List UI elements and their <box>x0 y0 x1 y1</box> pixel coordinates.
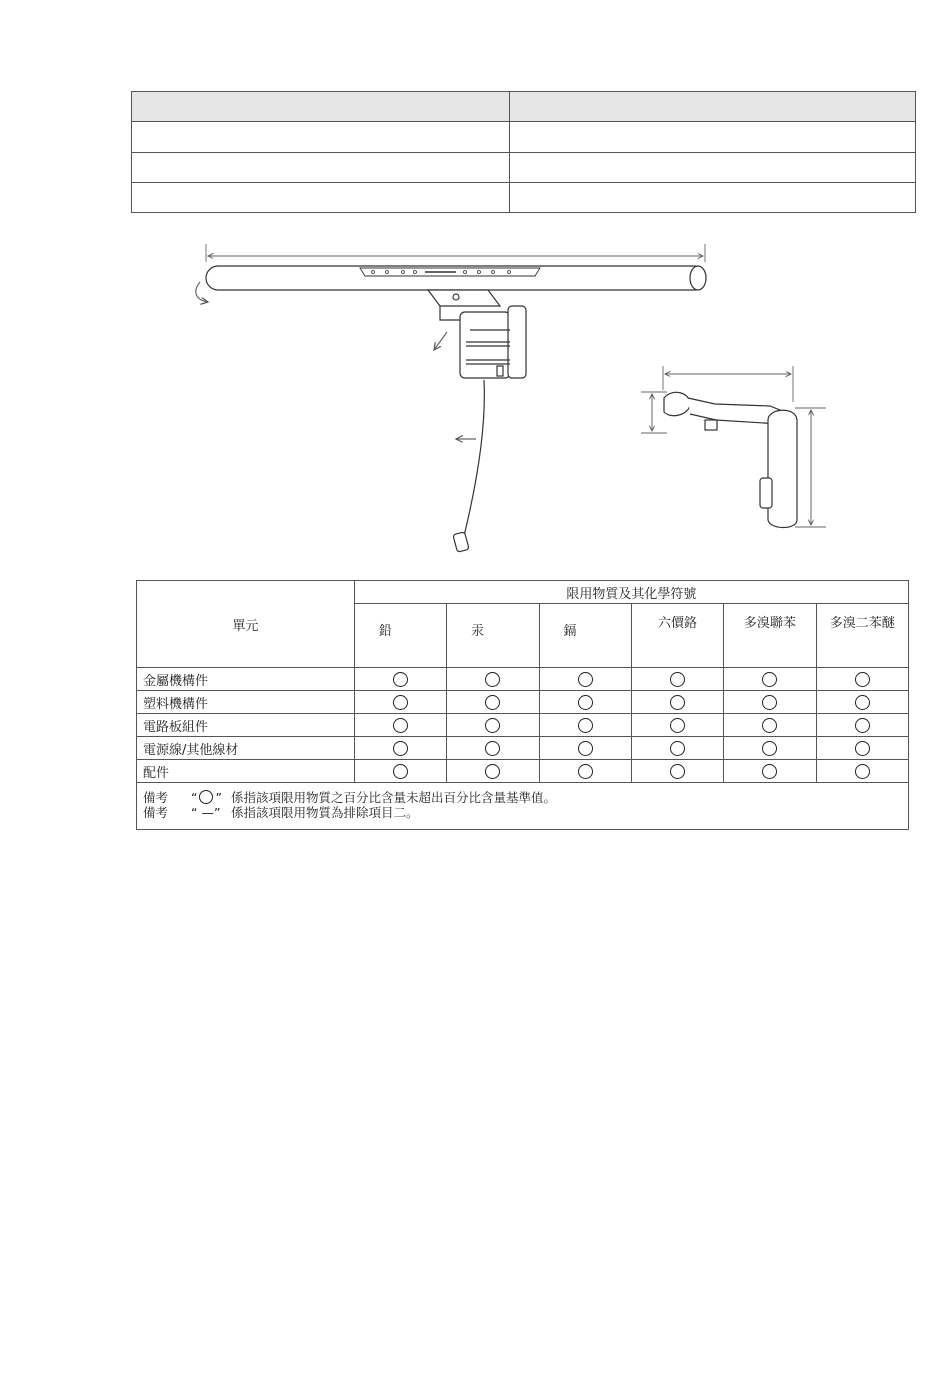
substance-cell <box>631 668 723 691</box>
substance-header: 鎘 <box>539 604 631 668</box>
circle-mark-icon <box>393 764 408 779</box>
circle-mark-icon <box>670 672 685 687</box>
circle-mark-icon <box>393 741 408 756</box>
unit-label: 電路板組件 <box>137 714 355 737</box>
substance-cell <box>724 691 816 714</box>
substance-cell <box>631 737 723 760</box>
circle-mark-icon <box>855 764 870 779</box>
circle-mark-icon <box>578 718 593 733</box>
circle-mark-icon <box>855 741 870 756</box>
substance-cell <box>447 760 539 783</box>
circle-mark-icon <box>855 718 870 733</box>
clamp-arrow-icon <box>434 332 447 350</box>
substance-cell <box>354 760 446 783</box>
circle-mark-icon <box>393 695 408 710</box>
table-row <box>137 668 909 691</box>
circle-mark-icon <box>762 741 777 756</box>
substance-cell <box>539 714 631 737</box>
circle-mark-icon <box>578 764 593 779</box>
substance-header: 六價鉻 <box>631 604 723 668</box>
unit-label: 塑料機構件 <box>137 691 355 714</box>
substance-cell <box>631 760 723 783</box>
note-line-2 <box>143 805 902 820</box>
restricted-substances-table <box>136 580 909 830</box>
side-view <box>641 366 826 528</box>
circle-mark-icon <box>762 764 777 779</box>
substance-cell <box>539 668 631 691</box>
circle-mark-icon <box>762 672 777 687</box>
cable-plug <box>453 532 469 552</box>
circle-mark-icon <box>855 672 870 687</box>
clamp-mount <box>428 290 526 378</box>
substance-cell <box>539 691 631 714</box>
unit-label: 電源線/其他線材 <box>137 737 355 760</box>
substance-cell <box>539 737 631 760</box>
notes-row <box>137 783 909 830</box>
substance-cell <box>447 737 539 760</box>
table-row <box>137 737 909 760</box>
circle-mark-icon <box>393 672 408 687</box>
substance-cell <box>816 737 908 760</box>
product-drawing <box>0 0 950 570</box>
quote-close: ” <box>215 790 222 805</box>
note-label: 備考 <box>143 790 169 805</box>
circle-mark-icon <box>199 790 213 804</box>
unit-header: 單元 <box>137 581 355 668</box>
note-text: 係指該項限用物質之百分比含量未超出百分比含量基準值。 <box>231 790 557 805</box>
table-row <box>137 691 909 714</box>
substance-cell <box>724 714 816 737</box>
notes-cell <box>137 783 909 830</box>
substance-cell <box>354 691 446 714</box>
substance-cell <box>354 668 446 691</box>
note-line-1 <box>143 790 902 805</box>
substance-cell <box>354 737 446 760</box>
substance-cell <box>724 737 816 760</box>
circle-mark-icon <box>578 741 593 756</box>
substance-header: 多溴二苯醚 <box>816 604 908 668</box>
substance-header: 鉛 <box>354 604 446 668</box>
substance-group-header: 限用物質及其化學符號 <box>354 581 908 604</box>
substance-cell <box>447 714 539 737</box>
power-cable <box>464 380 484 536</box>
substance-cell <box>816 760 908 783</box>
substance-cell <box>816 714 908 737</box>
substance-cell <box>816 668 908 691</box>
circle-mark-icon <box>485 741 500 756</box>
circle-mark-icon <box>670 718 685 733</box>
rotate-arrow-icon <box>196 282 208 302</box>
circle-mark-icon <box>855 695 870 710</box>
table-row <box>137 760 909 783</box>
table-body <box>137 668 909 783</box>
substance-cell <box>354 714 446 737</box>
note-text: 係指該項限用物質為排除項目二。 <box>231 805 419 820</box>
light-bar <box>206 266 706 290</box>
substance-header: 汞 <box>447 604 539 668</box>
width-dimension <box>206 244 705 262</box>
note-label: 備考 <box>143 805 169 820</box>
substance-header: 多溴聯苯 <box>724 604 816 668</box>
circle-mark-icon <box>670 741 685 756</box>
substance-cell <box>447 691 539 714</box>
substance-cell <box>724 668 816 691</box>
note-mark <box>191 790 231 805</box>
circle-mark-icon <box>485 764 500 779</box>
table-row <box>137 714 909 737</box>
circle-mark-icon <box>762 695 777 710</box>
circle-mark-icon <box>578 672 593 687</box>
unit-label: 配件 <box>137 760 355 783</box>
substance-cell <box>447 668 539 691</box>
table-header-row <box>137 581 909 604</box>
circle-mark-icon <box>485 718 500 733</box>
substance-cell <box>724 760 816 783</box>
substance-cell <box>631 714 723 737</box>
circle-mark-icon <box>762 718 777 733</box>
circle-mark-icon <box>485 695 500 710</box>
substance-cell <box>631 691 723 714</box>
substance-cell <box>539 760 631 783</box>
quote-open: “ <box>191 790 198 805</box>
circle-mark-icon <box>670 695 685 710</box>
unit-label: 金屬機構件 <box>137 668 355 691</box>
circle-mark-icon <box>485 672 500 687</box>
circle-mark-icon <box>393 718 408 733</box>
circle-mark-icon <box>670 764 685 779</box>
note-mark: “ —” <box>191 805 221 820</box>
substance-cell <box>816 691 908 714</box>
circle-mark-icon <box>578 695 593 710</box>
